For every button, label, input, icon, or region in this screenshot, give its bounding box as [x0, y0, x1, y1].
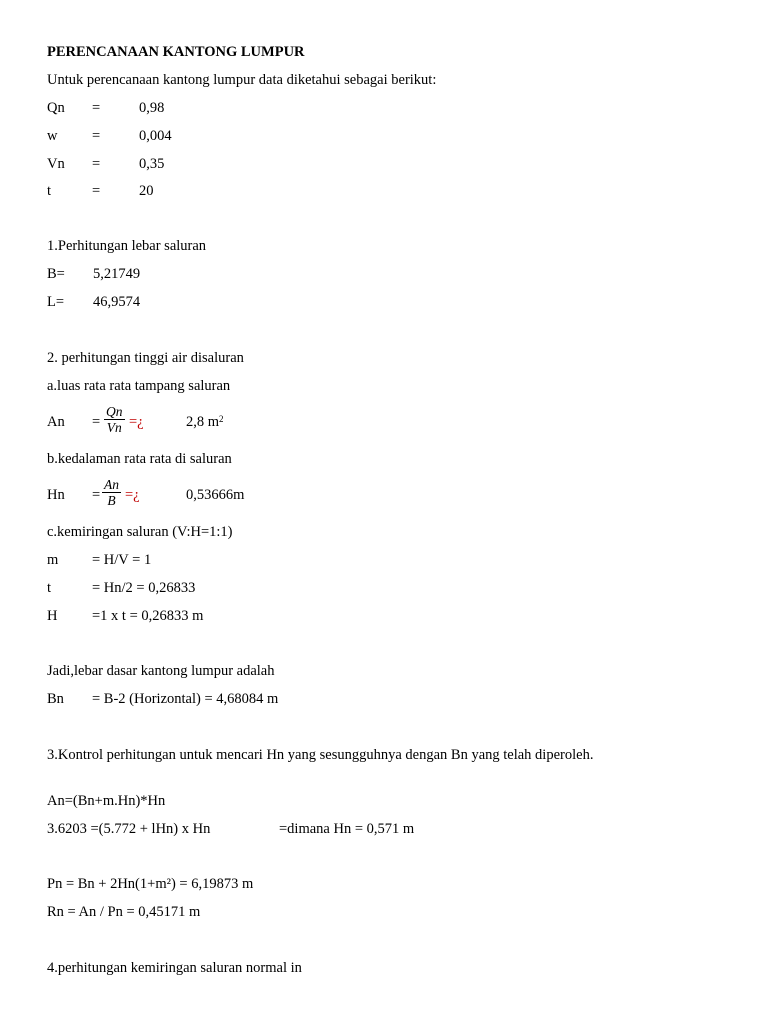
- document-title: PERENCANAAN KANTONG LUMPUR: [47, 44, 305, 60]
- hn-formula-row: [47, 477, 747, 508]
- fraction-numerator: An: [104, 477, 119, 492]
- bn-label: Bn: [47, 691, 64, 707]
- intro-text: Untuk perencanaan kantong lumpur data diketahui sebagai berikut:: [47, 72, 437, 88]
- section1-value: 46,9574: [93, 294, 141, 310]
- c-value: = H/V = 1: [92, 552, 152, 568]
- given-value: 20: [139, 183, 154, 199]
- section3-calc-right: =dimana Hn = 0,571 m: [279, 821, 415, 837]
- section1-heading: 1.Perhitungan lebar saluran: [47, 238, 207, 254]
- hn-after: [125, 486, 140, 504]
- pn-line: Pn = Bn + 2Hn(1+m²) = 6,19873 m: [47, 876, 254, 892]
- given-equals: =: [92, 128, 101, 144]
- an-value-text: 2,8 m: [186, 414, 220, 430]
- given-label: Qn: [47, 100, 65, 116]
- given-row-w: [47, 127, 747, 145]
- superscript: 2: [219, 414, 224, 424]
- section1-value: 5,21749: [93, 266, 141, 282]
- section1-row-l: [47, 293, 747, 311]
- c-label: t: [47, 580, 52, 596]
- hn-fraction: [102, 477, 121, 508]
- c-label: H: [47, 608, 58, 624]
- section4-heading: 4.perhitungan kemiringan saluran normal in: [47, 960, 302, 976]
- section1-label: L=: [47, 294, 65, 310]
- section3-heading: 3.Kontrol perhitungan untuk mencari Hn yang sesungguhnya dengan Bn yang telah diperoleh.: [47, 747, 594, 763]
- section1-label: B=: [47, 266, 65, 282]
- fraction-denominator: Vn: [106, 420, 122, 435]
- bn-value: = B-2 (Horizontal) = 4,68084 m: [92, 691, 279, 707]
- given-equals: =: [92, 156, 101, 172]
- given-row-vn: [47, 155, 747, 173]
- given-label: w: [47, 128, 58, 144]
- conclusion-text: Jadi,lebar dasar kantong lumpur adalah: [47, 663, 275, 679]
- an-formula-row: [47, 404, 747, 435]
- section1-row-b: [47, 265, 747, 283]
- section3-formula: An=(Bn+m.Hn)*Hn: [47, 793, 166, 809]
- c-row-t: [47, 579, 747, 597]
- hn-label: Hn: [47, 487, 65, 503]
- an-equals: =: [92, 414, 101, 430]
- section2-heading: 2. perhitungan tinggi air disaluran: [47, 350, 244, 366]
- an-fraction: [104, 404, 125, 435]
- an-after: [129, 413, 144, 431]
- given-value: 0,98: [139, 100, 165, 116]
- hn-value: 0,53666m: [186, 487, 245, 503]
- section3-calc-left: 3.6203 =(5.772 + lHn) x Hn: [47, 821, 211, 837]
- c-value: = Hn/2 = 0,26833: [92, 580, 196, 596]
- inverted-question-mark: =¿: [125, 487, 140, 503]
- hn-equals: =: [92, 487, 101, 503]
- an-label: An: [47, 414, 65, 430]
- c-row-m: [47, 551, 747, 569]
- given-label: Vn: [47, 156, 65, 172]
- section2-c-heading: c.kemiringan saluran (V:H=1:1): [47, 524, 233, 540]
- given-equals: =: [92, 183, 101, 199]
- given-row-qn: [47, 99, 747, 117]
- section3-calc-row: [47, 820, 747, 838]
- c-label: m: [47, 552, 59, 568]
- c-row-h: [47, 607, 747, 625]
- inverted-question-mark: =¿: [129, 414, 144, 430]
- c-value: =1 x t = 0,26833 m: [92, 608, 204, 624]
- rn-line: Rn = An / Pn = 0,45171 m: [47, 904, 201, 920]
- given-label: t: [47, 183, 52, 199]
- given-row-t: [47, 182, 747, 200]
- given-equals: =: [92, 100, 101, 116]
- given-value: 0,35: [139, 156, 165, 172]
- bn-row: [47, 690, 747, 708]
- section2-a-heading: a.luas rata rata tampang saluran: [47, 378, 231, 394]
- fraction-numerator: Qn: [106, 404, 123, 419]
- an-value: [186, 413, 224, 431]
- section2-b-heading: b.kedalaman rata rata di saluran: [47, 451, 232, 467]
- fraction-denominator: B: [107, 493, 116, 508]
- given-value: 0,004: [139, 128, 172, 144]
